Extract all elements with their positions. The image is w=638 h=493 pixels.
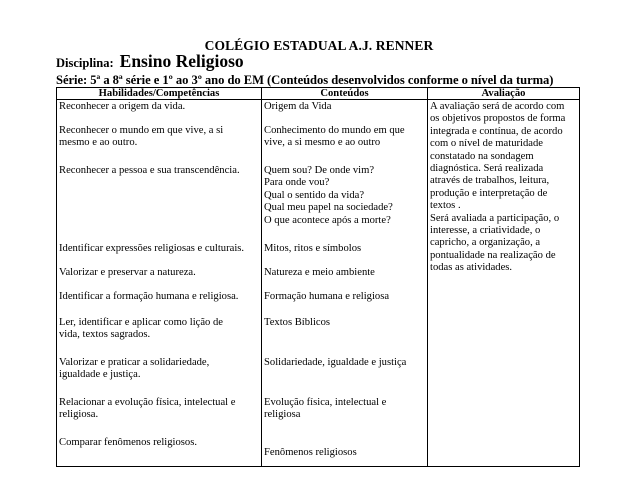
list-item: Fenômenos religiosos: [264, 447, 357, 458]
list-item: Reconhecer a pessoa e sua transcendência.: [59, 165, 240, 176]
column-header-conteudos: Conteúdos: [262, 88, 428, 100]
table-header-row: [57, 88, 580, 100]
list-item: Evolução física, intelectual e religiosa: [264, 397, 387, 421]
list-item: Textos Bíblicos: [264, 317, 331, 328]
list-item: Ler, identificar e aplicar como lição de vida, textos sagrados.: [59, 317, 223, 341]
list-item: Reconhecer a origem da vida.: [59, 101, 186, 112]
column-header-avaliacao: Avaliação: [428, 88, 580, 100]
habilidades-cell: [57, 100, 262, 467]
column-header-habilidades: Habilidades/Competências: [57, 88, 262, 100]
list-item: Formação humana e religiosa: [264, 291, 390, 302]
list-item: Valorizar e praticar a solidariedade, igualdade e justiça.: [59, 357, 210, 381]
discipline-label: Disciplina:: [56, 56, 114, 70]
avaliacao-cell: A avaliação será de acordo com os objetivos propostos de forma integrada e contínua, de acordo com o nível de maturidade constatado na sondagem diagnóstica. Será realizada através de trabalhos, leitura, produção e interpretação de textos . Será avaliada a participação, o interesse, a criatividade, o capricho, a organização, a pontualidade na realização de todas as atividades.: [428, 100, 580, 467]
list-item: Valorizar e preservar a natureza.: [59, 267, 196, 278]
grade-level-line: Série: 5ª a 8ª série e 1º ao 3º ano do EM (Conteúdos desenvolvidos conforme o nível da turma): [56, 73, 554, 87]
list-item: Comparar fenômenos religiosos.: [59, 437, 197, 448]
list-item: Quem sou? De onde vim? Para onde vou? Qual o sentido da vida? Qual meu papel na sociedade? O que acontece após a morte?: [264, 165, 393, 226]
document-title: COLÉGIO ESTADUAL A.J. RENNER: [204, 38, 434, 53]
list-item: Mitos, ritos e símbolos: [264, 243, 362, 254]
list-item: Origem da Vida: [264, 101, 332, 112]
list-item: Reconhecer o mundo em que vive, a si mesmo e ao outro.: [59, 125, 224, 149]
discipline-value: Ensino Religioso: [119, 51, 244, 71]
discipline-line: [56, 51, 244, 72]
list-item: Relacionar a evolução física, intelectual e religiosa.: [59, 397, 236, 421]
curriculum-table: [56, 87, 580, 467]
list-item: Identificar a formação humana e religiosa.: [59, 291, 239, 302]
conteudos-cell: [262, 100, 428, 467]
list-item: Solidariedade, igualdade e justiça: [264, 357, 407, 368]
list-item: Conhecimento do mundo em que vive, a si mesmo e ao outro: [264, 125, 405, 149]
list-item: Natureza e meio ambiente: [264, 267, 375, 278]
table-row: [57, 100, 580, 467]
list-item: Identificar expressões religiosas e culturais.: [59, 243, 245, 254]
